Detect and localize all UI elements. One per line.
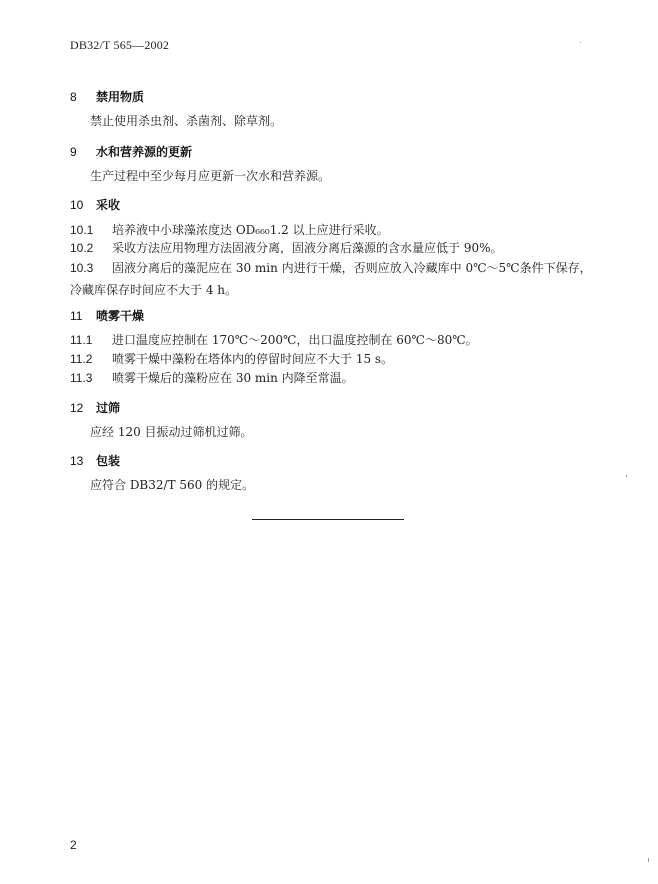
section-number: 12 <box>70 401 84 415</box>
clause-number: 11.3 <box>70 371 93 385</box>
clause-number: 11.1 <box>70 333 93 347</box>
clause-10-3 <box>70 257 600 301</box>
section-text-13: 应符合 DB32/T 560 的规定。 <box>90 478 255 492</box>
clause-number: 10.3 <box>70 261 94 275</box>
document-code: DB32/T 565—2002 <box>70 38 170 52</box>
page-number: 2 <box>70 838 77 852</box>
clause-number: 10.1 <box>70 223 94 237</box>
clause-text: 进口温度应控制在 170℃～200℃，出口温度控制在 60℃～80℃。 <box>112 333 478 347</box>
section-heading-12 <box>70 399 120 416</box>
clause-number: 10.2 <box>70 241 94 255</box>
clause-11-2 <box>70 350 393 367</box>
clause-text: 喷雾干燥后的藻粉应在 30 min 内降至常温。 <box>112 371 354 385</box>
scan-speck <box>648 858 649 862</box>
scan-speck <box>626 475 627 477</box>
section-heading-11 <box>70 307 144 324</box>
clause-text: 采收方法应用物理方法固液分离，固液分离后藻源的含水量应低于 90%。 <box>112 241 503 255</box>
section-heading-13 <box>70 452 120 469</box>
clause-10-1 <box>70 221 389 238</box>
section-number: 11 <box>70 309 83 323</box>
clause-11-1 <box>70 331 478 348</box>
section-title: 包装 <box>96 454 121 468</box>
section-text-12: 应经 120 目振动过筛机过筛。 <box>90 425 253 439</box>
clause-text: 培养液中小球藻浓度达 OD₆₆₀1.2 以上应进行采收。 <box>112 223 389 237</box>
clause-10-2 <box>70 239 503 256</box>
section-text-8: 禁止使用杀虫剂、杀菌剂、除草剂。 <box>90 114 283 128</box>
section-title: 禁用物质 <box>96 90 145 104</box>
section-title: 过筛 <box>96 401 121 415</box>
section-number: 9 <box>70 145 77 159</box>
section-title: 喷雾干燥 <box>96 309 145 323</box>
section-text-9: 生产过程中至少每月应更新一次水和营养源。 <box>90 169 331 183</box>
section-number: 10 <box>70 198 84 212</box>
end-of-document-rule <box>252 519 404 520</box>
section-heading-8 <box>70 88 144 105</box>
clause-number: 11.2 <box>70 352 93 366</box>
section-number: 13 <box>70 454 84 468</box>
clause-text: 喷雾干燥中藻粉在塔体内的停留时间应不大于 15 s。 <box>112 352 394 366</box>
section-heading-9 <box>70 143 192 160</box>
clause-text: 固液分离后的藻泥应在 30 min 内进行干燥，否则应放入冷藏库中 0℃～5℃条件下保存，冷藏库保存时间应不大于 4 h。 <box>70 261 592 297</box>
section-title: 水和营养源的更新 <box>96 145 193 159</box>
section-heading-10 <box>70 196 120 213</box>
section-number: 8 <box>70 90 77 104</box>
clause-11-3 <box>70 369 354 386</box>
section-title: 采收 <box>96 198 121 212</box>
scan-speck <box>580 42 581 43</box>
